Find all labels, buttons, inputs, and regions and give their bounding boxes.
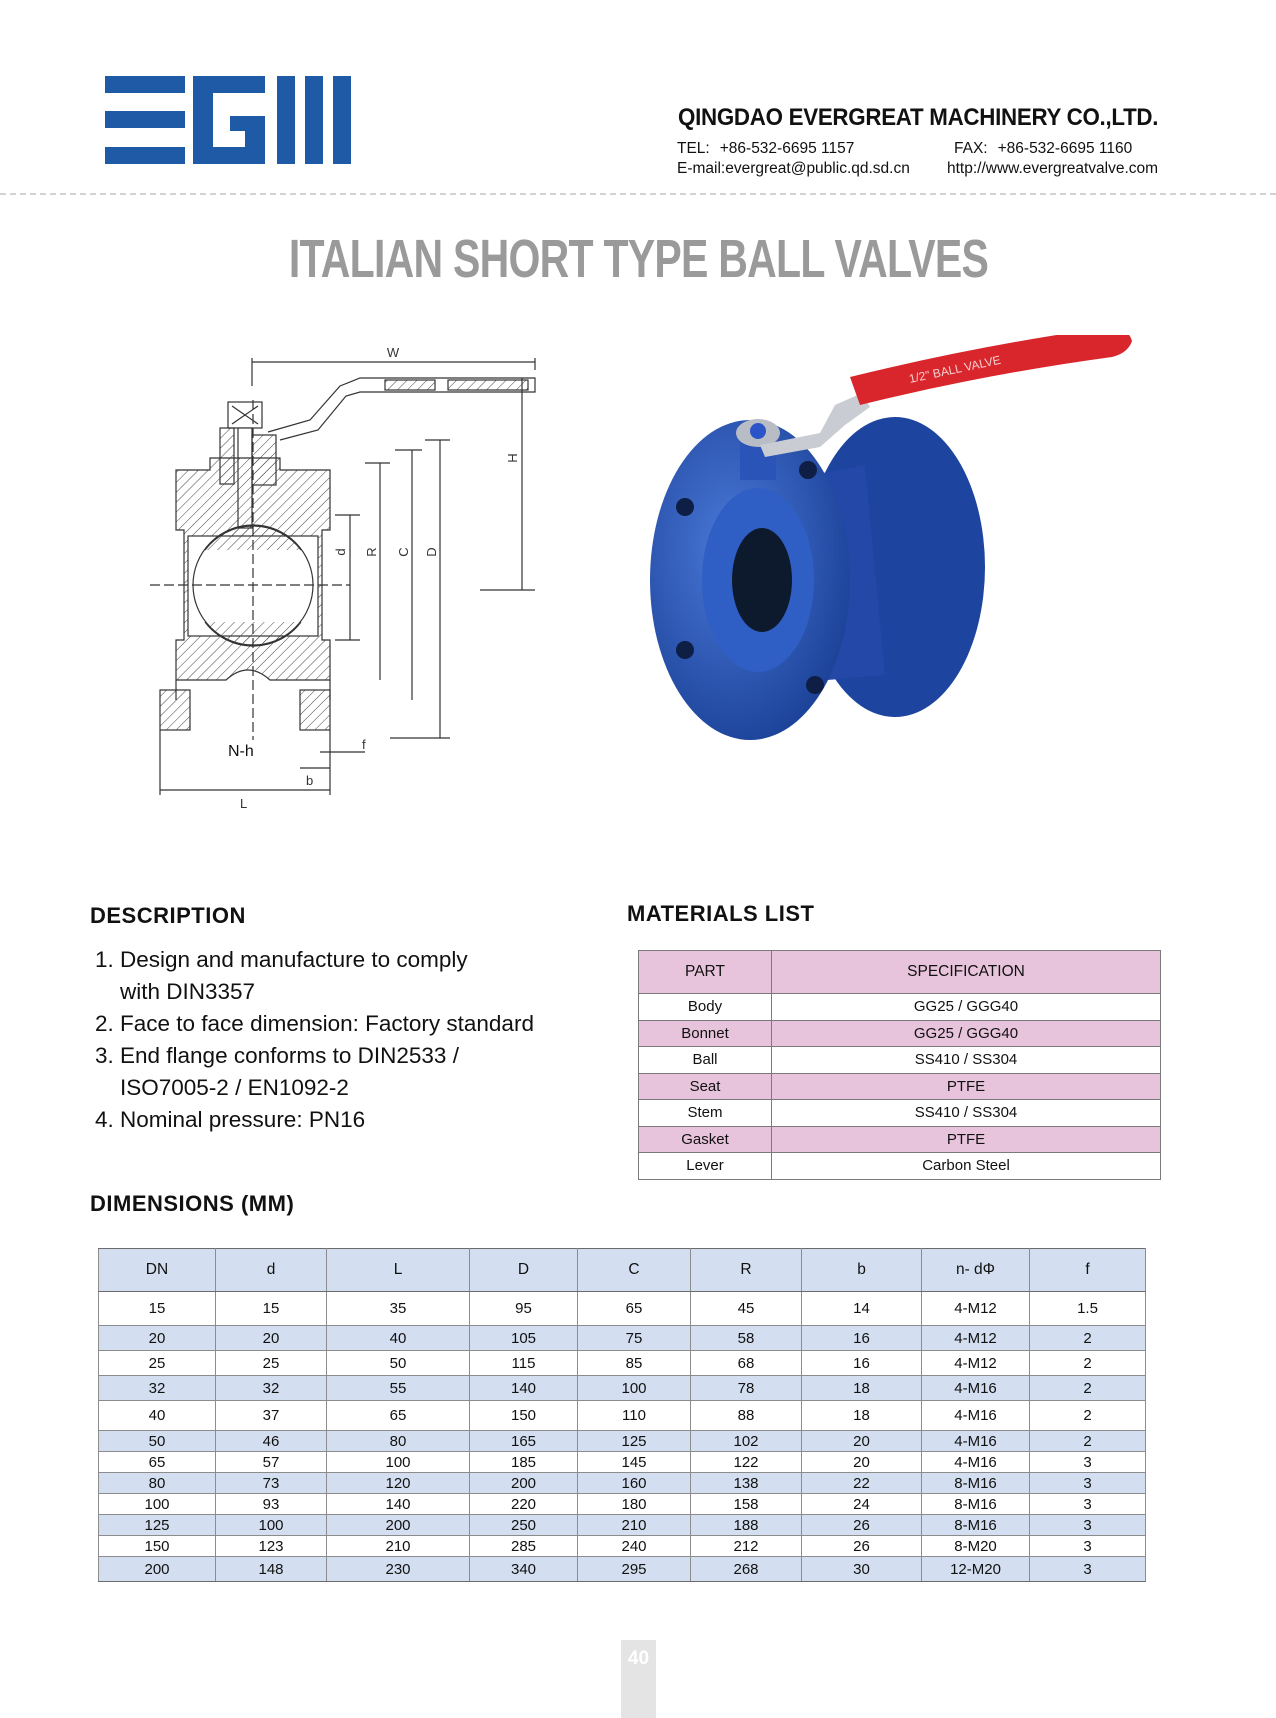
description-heading: DESCRIPTION [90, 903, 246, 928]
table-cell: 200 [327, 1515, 470, 1536]
table-cell: 85 [578, 1351, 691, 1376]
table-cell: 295 [578, 1557, 691, 1582]
table-cell: 65 [327, 1401, 470, 1431]
column-header: b [802, 1249, 922, 1292]
dim-label-l: L [240, 796, 248, 811]
table-cell: 3 [1030, 1452, 1146, 1473]
table-row [99, 1292, 1146, 1326]
table-cell: 37 [216, 1401, 327, 1431]
table-cell: 2 [1030, 1401, 1146, 1431]
valve-photo [640, 335, 1200, 805]
table-cell: 22 [802, 1473, 922, 1494]
table-cell: 26 [802, 1536, 922, 1557]
table-cell: 20 [802, 1452, 922, 1473]
item-text: ISO7005-2 / EN1092-2 [120, 1075, 349, 1100]
spec-cell: GG25 / GGG40 [772, 1020, 1161, 1047]
table-cell: 20 [216, 1326, 327, 1351]
table-cell: 2 [1030, 1351, 1146, 1376]
table-cell: 68 [691, 1351, 802, 1376]
table-cell: 58 [691, 1326, 802, 1351]
table-cell: 40 [327, 1326, 470, 1351]
tel-label: TEL: [677, 140, 710, 157]
part-cell: Ball [639, 1047, 772, 1074]
item-text: Nominal pressure: PN16 [120, 1107, 366, 1132]
table-cell: 220 [470, 1494, 578, 1515]
page-number: 40 [627, 1648, 650, 1669]
fax-label: FAX: [954, 140, 988, 157]
email: E-mail:evergreat@public.qd.sd.cn [677, 160, 910, 177]
table-cell: 4-M12 [922, 1351, 1030, 1376]
table-cell: 268 [691, 1557, 802, 1582]
part-cell: Body [639, 994, 772, 1021]
table-cell: 26 [802, 1515, 922, 1536]
table-cell: 150 [99, 1536, 216, 1557]
table-cell: 3 [1030, 1473, 1146, 1494]
table-cell: 160 [578, 1473, 691, 1494]
item-text: Face to face dimension: Factory standard [120, 1011, 534, 1036]
table-cell: 148 [216, 1557, 327, 1582]
table-cell: 65 [578, 1292, 691, 1326]
item-text: Design and manufacture to comply [120, 947, 468, 972]
table-cell: 32 [99, 1376, 216, 1401]
table-cell: 200 [470, 1473, 578, 1494]
table-cell: 16 [802, 1326, 922, 1351]
column-header: L [327, 1249, 470, 1292]
dim-label-c: C [396, 547, 411, 557]
item-number: 4. [95, 1107, 114, 1132]
spec-cell: GG25 / GGG40 [772, 994, 1161, 1021]
table-cell: 93 [216, 1494, 327, 1515]
materials-heading: MATERIALS LIST [627, 901, 815, 926]
table-cell: 18 [802, 1401, 922, 1431]
table-cell: 20 [802, 1431, 922, 1452]
table-cell: 150 [470, 1401, 578, 1431]
table-row [639, 994, 1161, 1021]
description-item [92, 944, 612, 1008]
header-divider [0, 193, 1276, 195]
table-row [99, 1494, 1146, 1515]
table-cell: 4-M16 [922, 1376, 1030, 1401]
table-cell: 230 [327, 1557, 470, 1582]
table-cell: 240 [578, 1536, 691, 1557]
table-cell: 210 [578, 1515, 691, 1536]
table-cell: 35 [327, 1292, 470, 1326]
table-cell: 212 [691, 1536, 802, 1557]
table-row [99, 1515, 1146, 1536]
description-list [92, 944, 612, 1136]
table-cell: 100 [99, 1494, 216, 1515]
item-text: End flange conforms to DIN2533 / [120, 1043, 459, 1068]
column-header: R [691, 1249, 802, 1292]
table-cell: 3 [1030, 1515, 1146, 1536]
table-cell: 100 [327, 1452, 470, 1473]
table-row [639, 1073, 1161, 1100]
item-text: with DIN3357 [120, 979, 256, 1004]
table-row [99, 1473, 1146, 1494]
table-cell: 122 [691, 1452, 802, 1473]
spec-cell: PTFE [772, 1126, 1161, 1153]
description-item [92, 1104, 612, 1136]
column-header: C [578, 1249, 691, 1292]
table-cell: 3 [1030, 1536, 1146, 1557]
dim-label-f: f [362, 737, 366, 752]
dim-label-d-outer: D [424, 547, 439, 557]
table-cell: 8-M16 [922, 1494, 1030, 1515]
table-cell: 145 [578, 1452, 691, 1473]
table-cell: 80 [327, 1431, 470, 1452]
item-number: 1. [95, 947, 114, 972]
table-cell: 180 [578, 1494, 691, 1515]
table-cell: 165 [470, 1431, 578, 1452]
spec-cell: SS410 / SS304 [772, 1100, 1161, 1127]
telephone [677, 140, 854, 158]
description-item [92, 1008, 612, 1040]
materials-table [638, 950, 1161, 1180]
spec-cell: SS410 / SS304 [772, 1047, 1161, 1074]
table-cell: 123 [216, 1536, 327, 1557]
dimensions-heading: DIMENSIONS (MM) [90, 1191, 295, 1216]
part-cell: Gasket [639, 1126, 772, 1153]
table-row [99, 1536, 1146, 1557]
column-header: d [216, 1249, 327, 1292]
table-cell: 210 [327, 1536, 470, 1557]
company-name: QINGDAO EVERGREAT MACHINERY CO.,LTD. [678, 104, 1159, 131]
table-cell: 50 [99, 1431, 216, 1452]
dim-label-h: H [505, 453, 520, 463]
table-cell: 2 [1030, 1326, 1146, 1351]
table-cell: 140 [327, 1494, 470, 1515]
table-row [639, 1126, 1161, 1153]
table-row [99, 1351, 1146, 1376]
part-cell: Stem [639, 1100, 772, 1127]
table-cell: 78 [691, 1376, 802, 1401]
table-cell: 2 [1030, 1431, 1146, 1452]
table-cell: 140 [470, 1376, 578, 1401]
table-row [99, 1452, 1146, 1473]
table-cell: 14 [802, 1292, 922, 1326]
dim-label-r: R [364, 547, 379, 557]
table-cell: 1.5 [1030, 1292, 1146, 1326]
table-cell: 4-M16 [922, 1431, 1030, 1452]
table-cell: 45 [691, 1292, 802, 1326]
dimensions-table [98, 1248, 1146, 1582]
table-cell: 120 [327, 1473, 470, 1494]
materials-header-spec: SPECIFICATION [772, 951, 1161, 994]
table-cell: 185 [470, 1452, 578, 1473]
lever-text: 1/2" BALL VALVE [907, 352, 1003, 386]
item-number: 3. [95, 1043, 114, 1068]
table-cell: 4-M12 [922, 1292, 1030, 1326]
table-cell: 110 [578, 1401, 691, 1431]
table-row [99, 1326, 1146, 1351]
part-cell: Lever [639, 1153, 772, 1180]
table-cell: 30 [802, 1557, 922, 1582]
table-cell: 57 [216, 1452, 327, 1473]
table-cell: 250 [470, 1515, 578, 1536]
column-header: n- dΦ [922, 1249, 1030, 1292]
table-cell: 8-M20 [922, 1536, 1030, 1557]
column-header: DN [99, 1249, 216, 1292]
table-cell: 24 [802, 1494, 922, 1515]
dim-label-d: d [333, 548, 348, 556]
item-number: 2. [95, 1011, 114, 1036]
fax-value: +86-532-6695 1160 [997, 140, 1133, 157]
table-cell: 25 [216, 1351, 327, 1376]
description-item [92, 1040, 612, 1104]
table-row [639, 1020, 1161, 1047]
table-row [639, 1047, 1161, 1074]
table-cell: 8-M16 [922, 1473, 1030, 1494]
dimensions-header-row [99, 1249, 1146, 1292]
table-cell: 4-M16 [922, 1452, 1030, 1473]
table-cell: 340 [470, 1557, 578, 1582]
table-cell: 188 [691, 1515, 802, 1536]
table-cell: 15 [216, 1292, 327, 1326]
table-cell: 200 [99, 1557, 216, 1582]
spec-cell: PTFE [772, 1073, 1161, 1100]
column-header: D [470, 1249, 578, 1292]
table-cell: 105 [470, 1326, 578, 1351]
table-cell: 80 [99, 1473, 216, 1494]
table-cell: 40 [99, 1401, 216, 1431]
table-cell: 73 [216, 1473, 327, 1494]
column-header: f [1030, 1249, 1146, 1292]
table-cell: 2 [1030, 1376, 1146, 1401]
table-cell: 115 [470, 1351, 578, 1376]
table-cell: 158 [691, 1494, 802, 1515]
table-cell: 125 [99, 1515, 216, 1536]
table-cell: 3 [1030, 1494, 1146, 1515]
table-cell: 102 [691, 1431, 802, 1452]
table-cell: 138 [691, 1473, 802, 1494]
fax [954, 140, 1132, 158]
dim-label-nh: N-h [228, 743, 254, 760]
table-row [99, 1401, 1146, 1431]
tel-value: +86-532-6695 1157 [719, 140, 855, 157]
page-title: ITALIAN SHORT TYPE BALL VALVES [288, 229, 989, 289]
table-cell: 16 [802, 1351, 922, 1376]
table-cell: 20 [99, 1326, 216, 1351]
table-row [99, 1431, 1146, 1452]
table-cell: 88 [691, 1401, 802, 1431]
table-cell: 125 [578, 1431, 691, 1452]
table-row [99, 1376, 1146, 1401]
table-cell: 75 [578, 1326, 691, 1351]
spec-cell: Carbon Steel [772, 1153, 1161, 1180]
table-cell: 12-M20 [922, 1557, 1030, 1582]
table-cell: 25 [99, 1351, 216, 1376]
company-logo [105, 76, 355, 164]
table-cell: 4-M12 [922, 1326, 1030, 1351]
table-cell: 50 [327, 1351, 470, 1376]
table-cell: 8-M16 [922, 1515, 1030, 1536]
table-row [639, 1153, 1161, 1180]
table-cell: 15 [99, 1292, 216, 1326]
valve-technical-drawing [150, 340, 560, 830]
table-cell: 4-M16 [922, 1401, 1030, 1431]
table-row [99, 1557, 1146, 1582]
table-cell: 55 [327, 1376, 470, 1401]
website-link[interactable]: http://www.evergreatvalve.com [947, 160, 1159, 177]
part-cell: Seat [639, 1073, 772, 1100]
dim-label-b: b [306, 773, 314, 788]
part-cell: Bonnet [639, 1020, 772, 1047]
table-cell: 46 [216, 1431, 327, 1452]
table-cell: 65 [99, 1452, 216, 1473]
table-cell: 100 [578, 1376, 691, 1401]
table-cell: 18 [802, 1376, 922, 1401]
table-row [639, 1100, 1161, 1127]
table-cell: 32 [216, 1376, 327, 1401]
table-cell: 285 [470, 1536, 578, 1557]
table-cell: 95 [470, 1292, 578, 1326]
dim-label-w: W [386, 345, 400, 360]
table-cell: 100 [216, 1515, 327, 1536]
table-cell: 3 [1030, 1557, 1146, 1582]
materials-header-part: PART [639, 951, 772, 994]
